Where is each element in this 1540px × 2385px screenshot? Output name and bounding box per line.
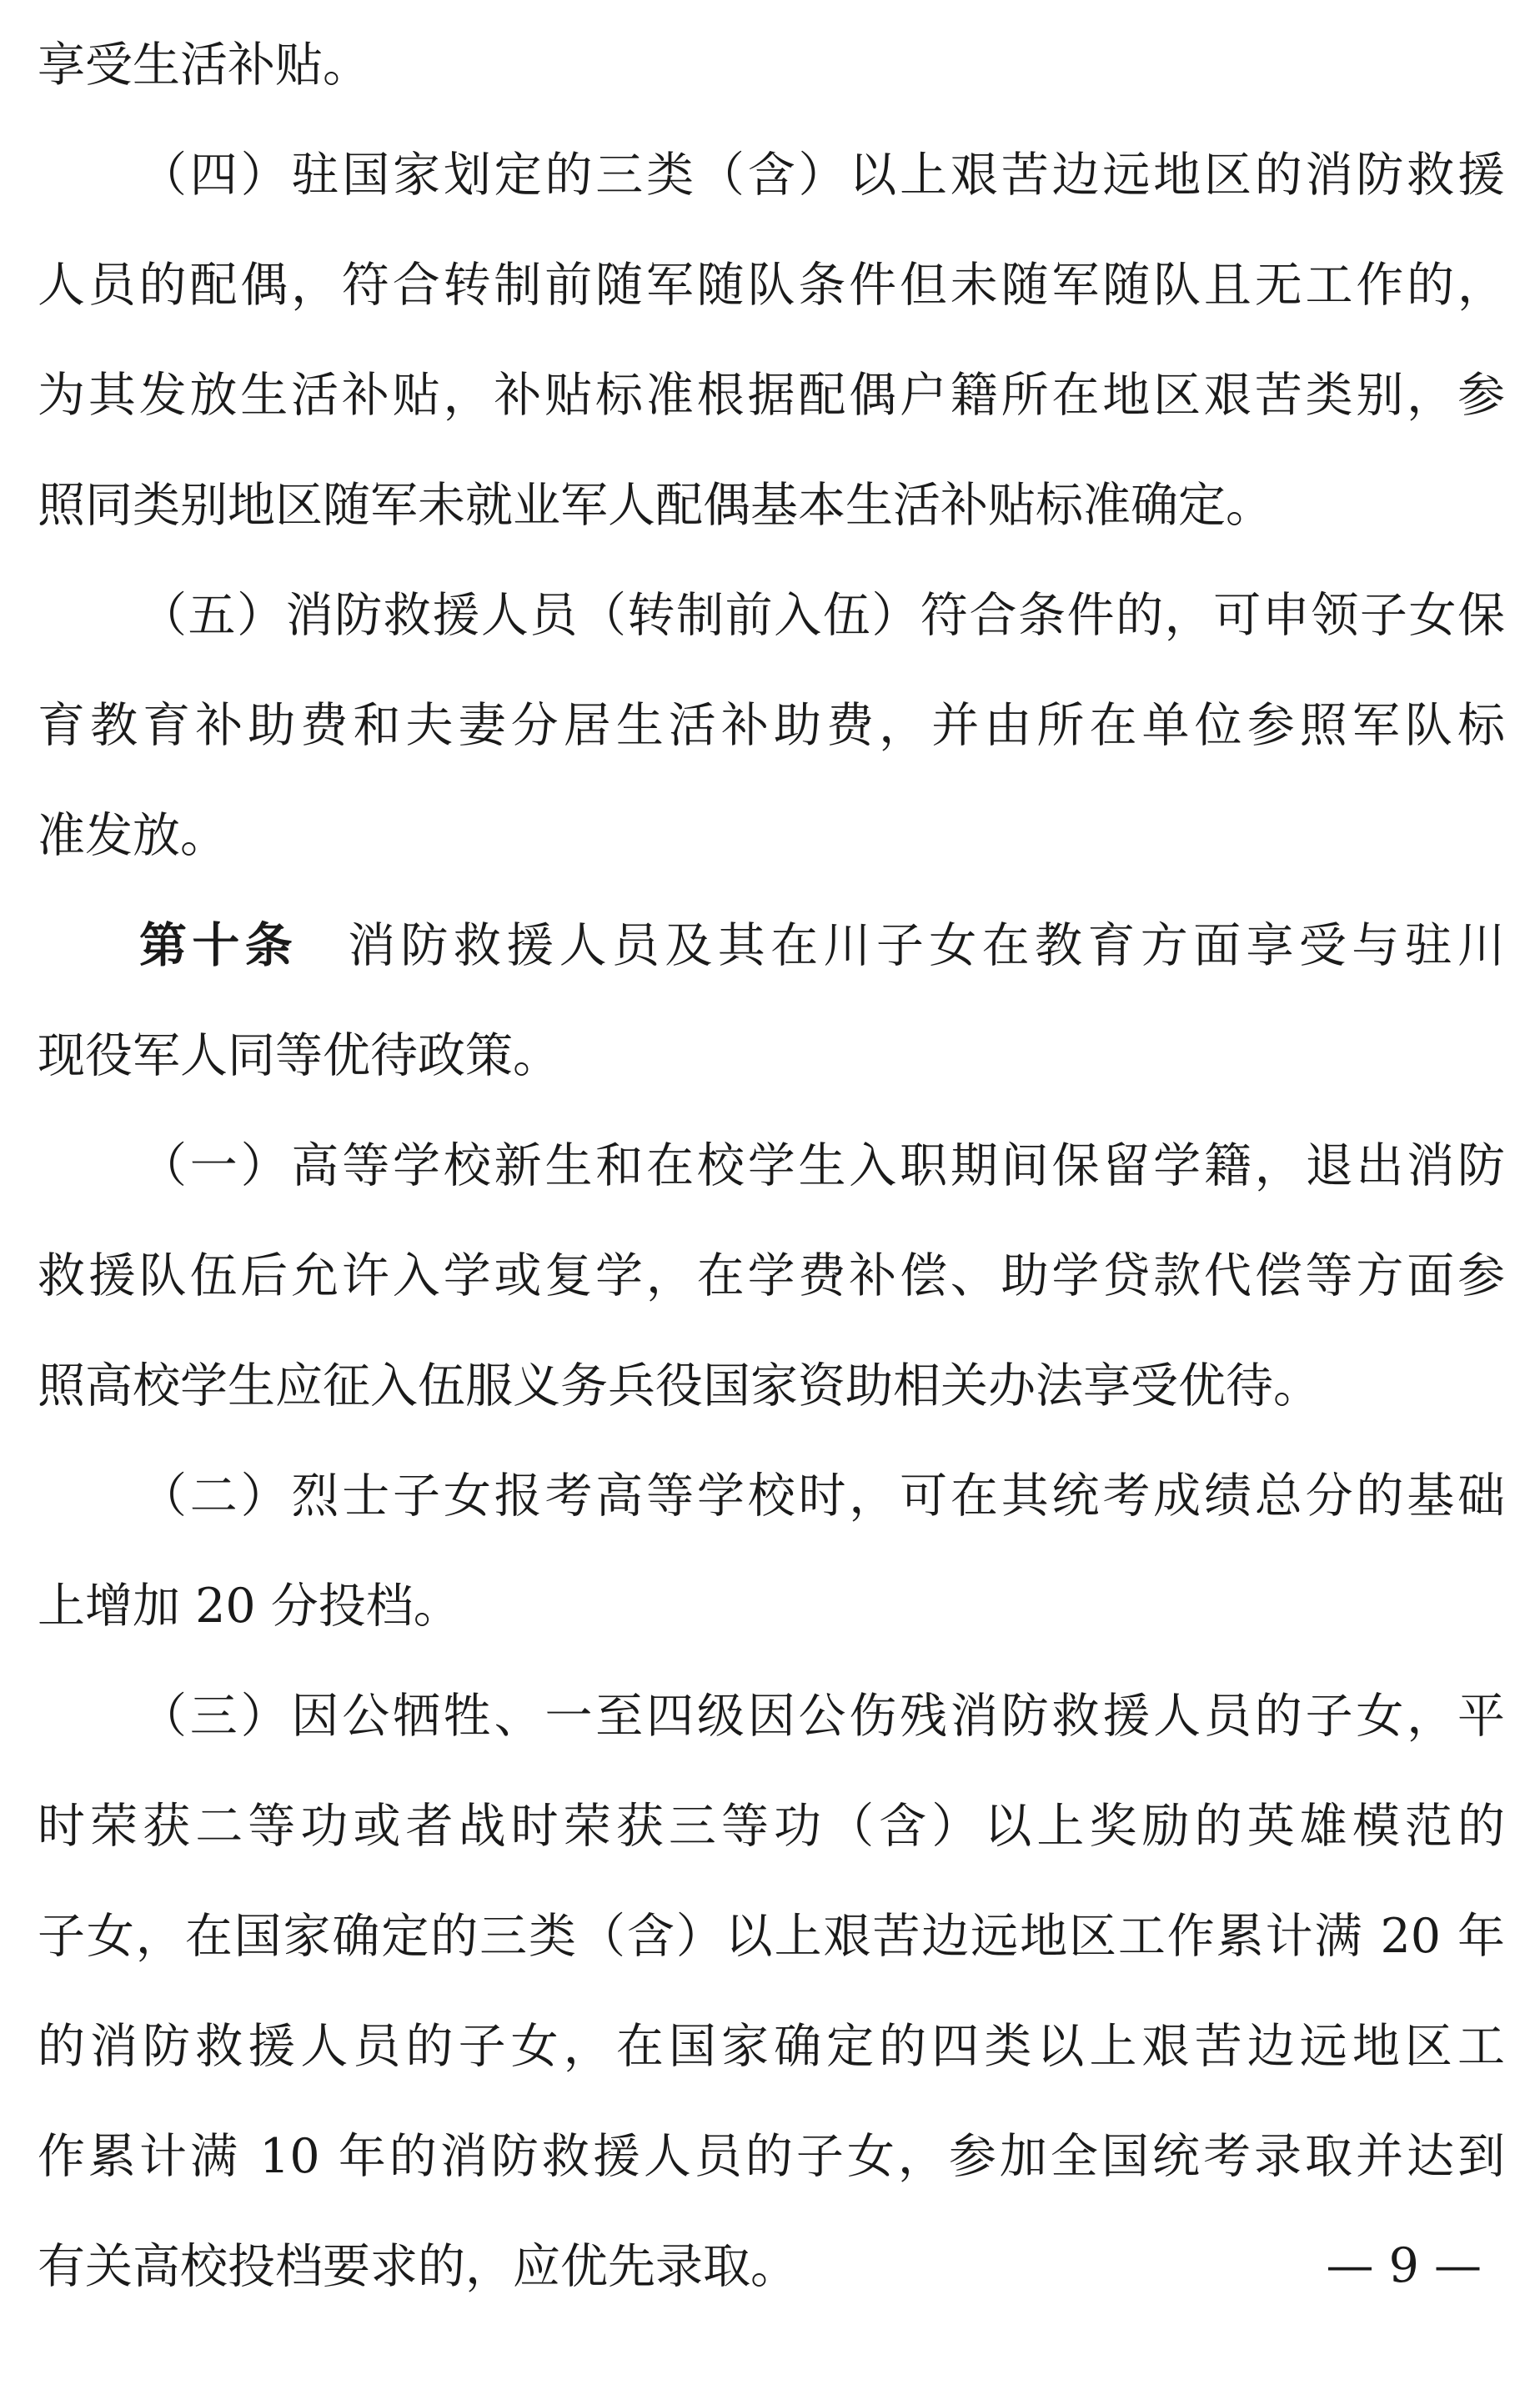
text-line: （二）烈士子女报考高等学校时，可在其统考成绩总分的基础 — [139, 1469, 1505, 1524]
text-line: 人员的配偶，符合转制前随军随队条件但未随军随队且无工作的， — [38, 258, 1505, 313]
text-line: 现役军人同等优待政策。 — [38, 1028, 560, 1083]
text-line: （一）高等学校新生和在校学生入职期间保留学籍，退出消防 — [139, 1138, 1505, 1193]
page-number: — 9 — — [1326, 2238, 1482, 2293]
text-line: （四）驻国家划定的三类（含）以上艰苦边远地区的消防救援 — [139, 148, 1505, 203]
text-line: 上增加 20 分投档。 — [38, 1579, 461, 1634]
text-line: 子女，在国家确定的三类（含）以上艰苦边远地区工作累计满 20 年 — [38, 1909, 1505, 1964]
text-line: 享受生活补贴。 — [38, 38, 370, 93]
text-line: 作累计满 10 年的消防救援人员的子女，参加全国统考录取并达到 — [38, 2129, 1505, 2184]
text-line: 救援队伍后允许入学或复学，在学费补偿、助学贷款代偿等方面参 — [38, 1248, 1505, 1303]
text-line: 有关高校投档要求的，应优先录取。 — [38, 2239, 798, 2294]
text-line: 准发放。 — [38, 808, 228, 863]
text-line: （三）因公牺牲、一至四级因公伤残消防救援人员的子女，平 — [139, 1689, 1505, 1744]
text-line: 照同类别地区随军未就业军人配偶基本生活补贴标准确定。 — [38, 478, 1273, 533]
text-line: 育教育补助费和夫妻分居生活补助费，并由所在单位参照军队标 — [38, 698, 1505, 753]
text-line: 照高校学生应征入伍服义务兵役国家资助相关办法享受优待。 — [38, 1358, 1321, 1413]
text-line: 为其发放生活补贴，补贴标准根据配偶户籍所在地区艰苦类别，参 — [38, 368, 1505, 423]
article-label: 第十条 — [139, 918, 298, 973]
text-line: 消防救援人员及其在川子女在教育方面享受与驻川 — [348, 918, 1505, 973]
text-line: （五）消防救援人员（转制前入伍）符合条件的，可申领子女保 — [139, 588, 1505, 643]
text-line: 时荣获二等功或者战时荣获三等功（含）以上奖励的英雄模范的 — [38, 1799, 1505, 1854]
article-line — [38, 891, 1505, 1001]
text-line: 的消防救援人员的子女，在国家确定的四类以上艰苦边远地区工 — [38, 2019, 1505, 2074]
